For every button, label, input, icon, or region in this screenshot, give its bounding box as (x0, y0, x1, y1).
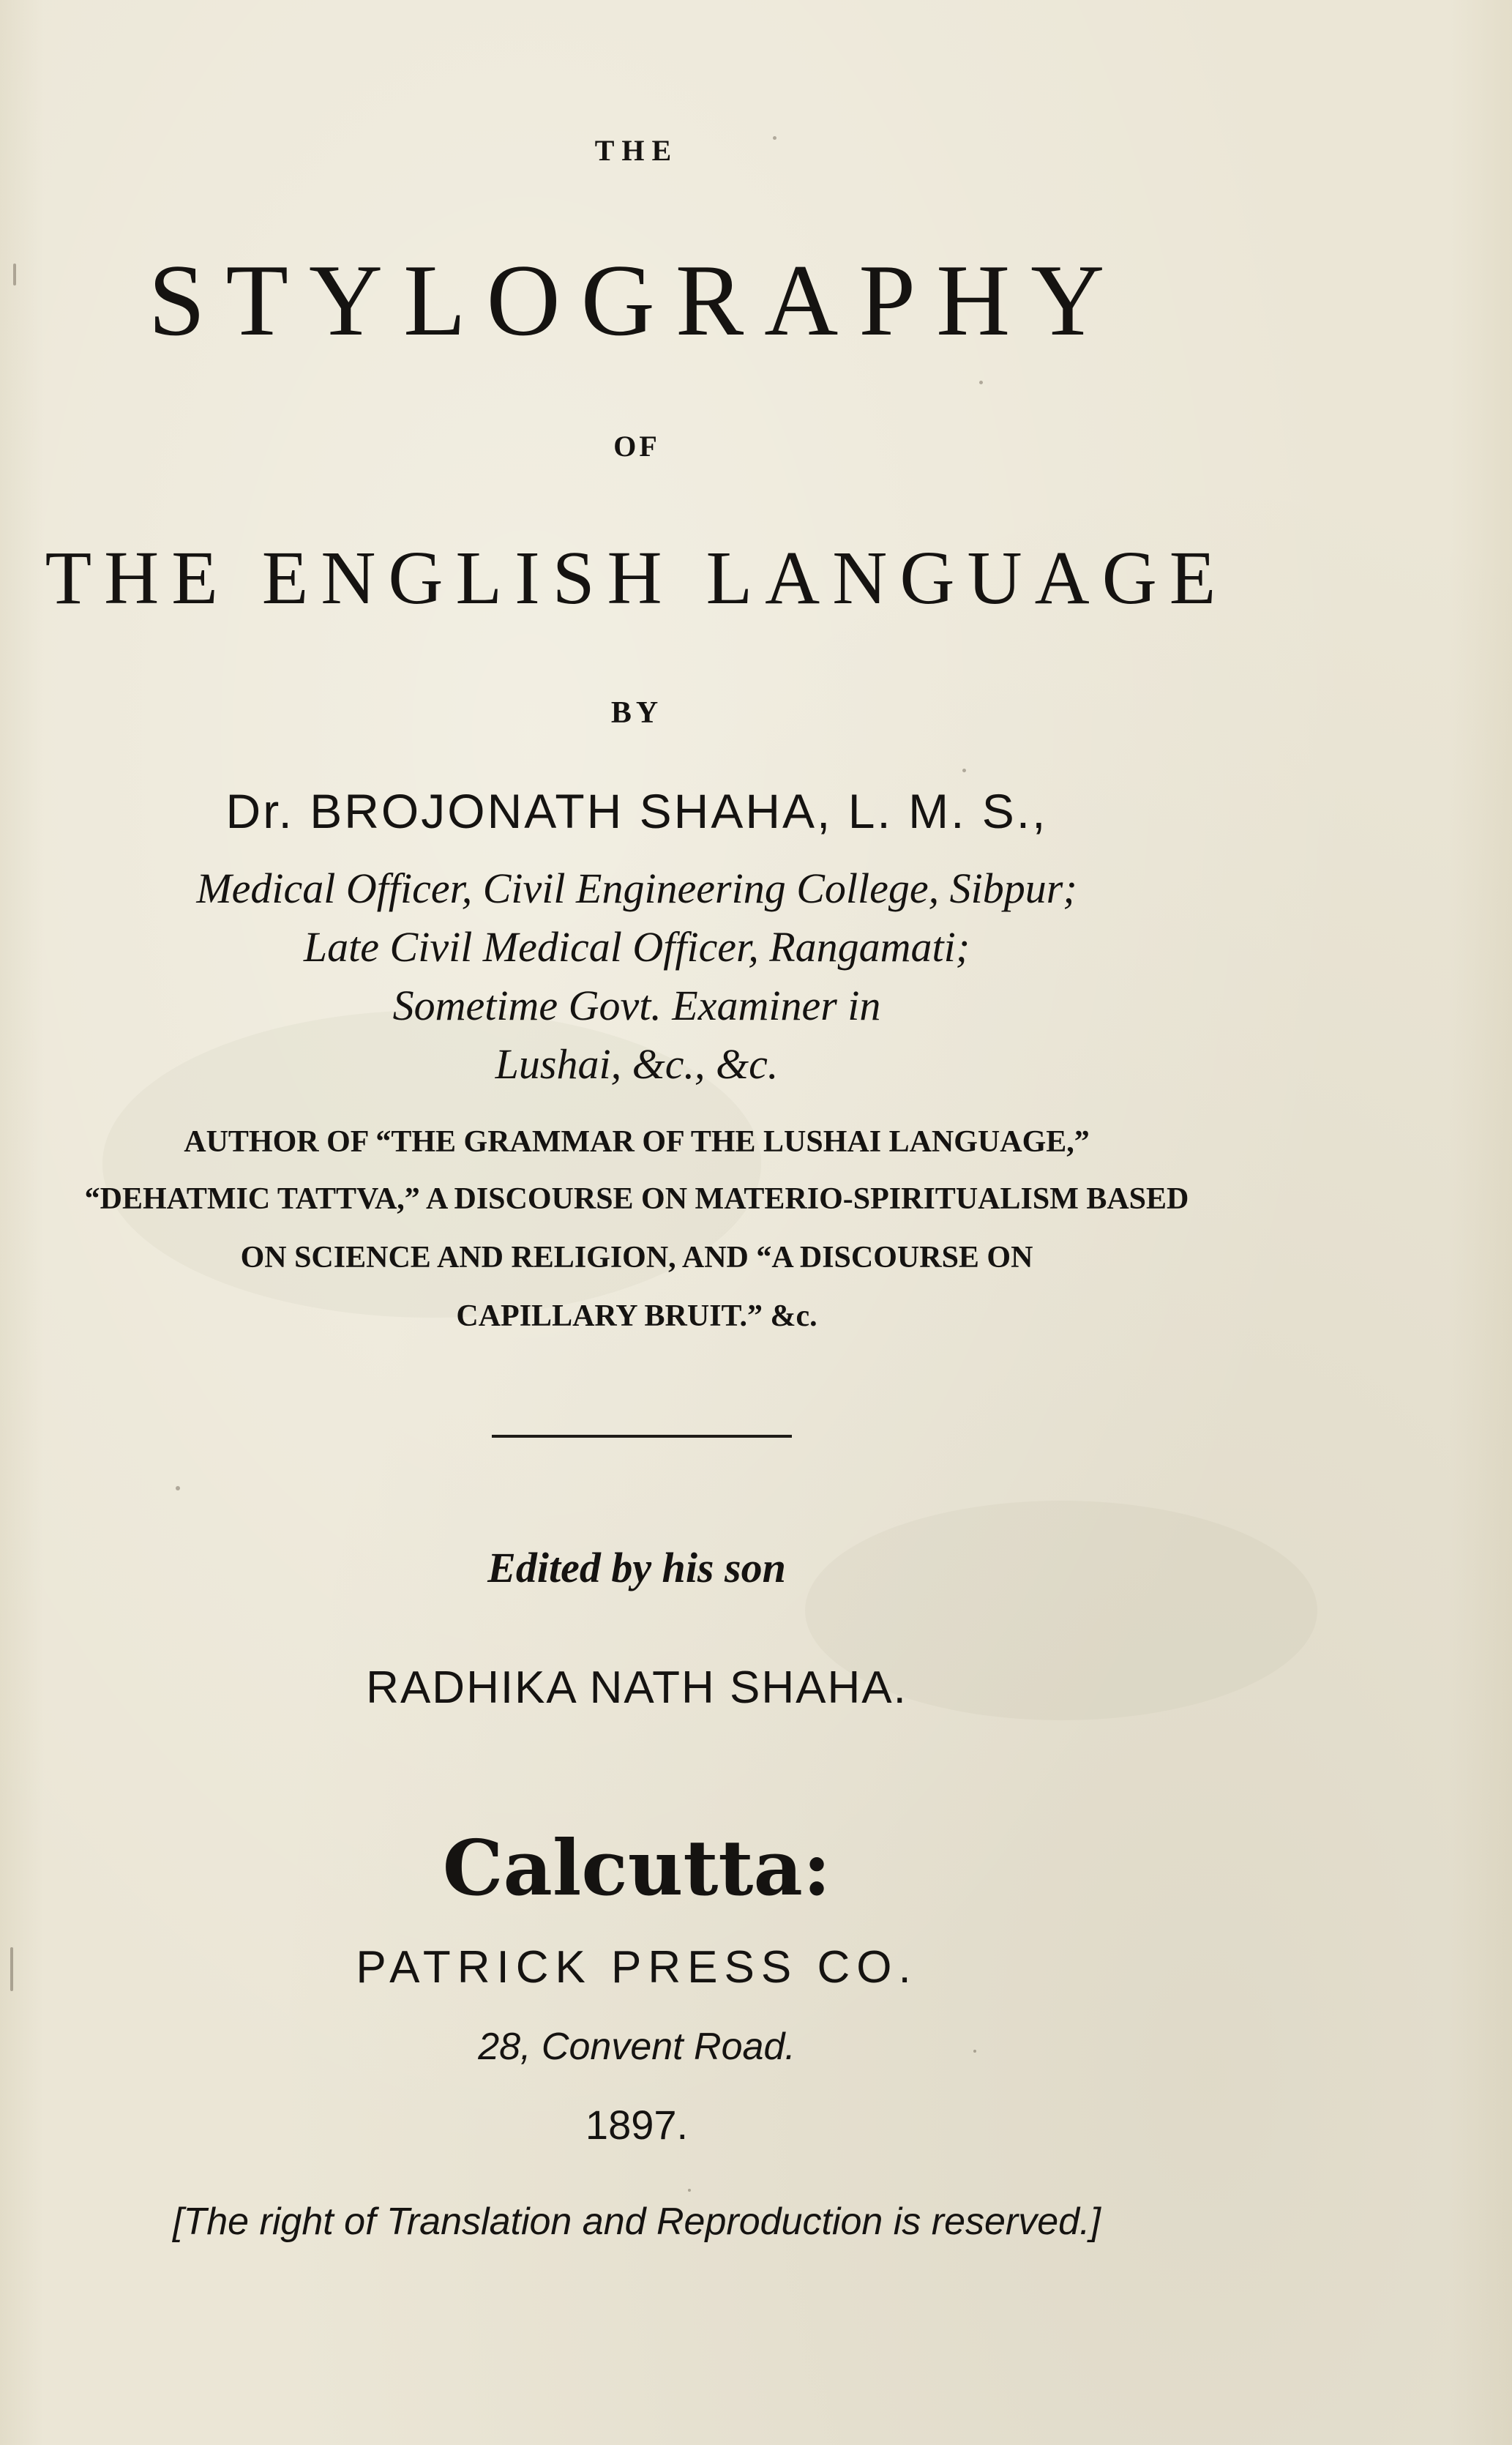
publisher-name: PATRICK PRESS CO. (356, 1942, 918, 1993)
editor-name: RADHIKA NATH SHAHA. (366, 1662, 907, 1713)
author-credential: Sometime Govt. Examiner in (392, 982, 881, 1029)
paper-speck (973, 2050, 976, 2053)
author-credential: Lushai, &c., &c. (495, 1040, 779, 1088)
divider-rule (492, 1435, 792, 1438)
book-title-main: STYLOGRAPHY (148, 244, 1126, 357)
paper-speck (10, 1947, 13, 1991)
paper-speck (962, 769, 966, 772)
author-credential: Medical Officer, Civil Engineering College, Sibpur; (196, 865, 1077, 912)
other-works-line: “DEHATMIC TATTVA,” A DISCOURSE ON MATERIO-SPIRITUALISM BASED (84, 1182, 1189, 1216)
other-works-line: CAPILLARY BRUIT.” &c. (456, 1299, 817, 1333)
author-name: Dr. BROJONATH SHAHA, L. M. S., (225, 784, 1048, 838)
paper-speck (13, 264, 16, 285)
paper-speck (773, 136, 776, 140)
publisher-address: 28, Convent Road. (478, 2026, 796, 2068)
paper-speck (688, 2189, 691, 2192)
book-title-sub: THE ENGLISH LANGUAGE (45, 536, 1229, 620)
other-works-line: ON SCIENCE AND RELIGION, AND “A DISCOURSE ON (240, 1241, 1033, 1274)
editor-credit: Edited by his son (487, 1544, 786, 1591)
paper-speck (176, 1486, 180, 1490)
title-article: THE (594, 134, 679, 167)
publication-city: Calcutta: (442, 1823, 831, 1913)
byline-label: BY (610, 696, 663, 730)
rights-notice: [The right of Translation and Reproduction is reserved.] (173, 2200, 1101, 2243)
publication-year: 1897. (585, 2102, 689, 2148)
paper-speck (979, 381, 983, 384)
other-works-line: AUTHOR OF “THE GRAMMAR OF THE LUSHAI LANGUAGE,” (184, 1125, 1090, 1159)
title-connector: OF (613, 430, 660, 463)
author-credential: Late Civil Medical Officer, Rangamati; (303, 923, 970, 971)
